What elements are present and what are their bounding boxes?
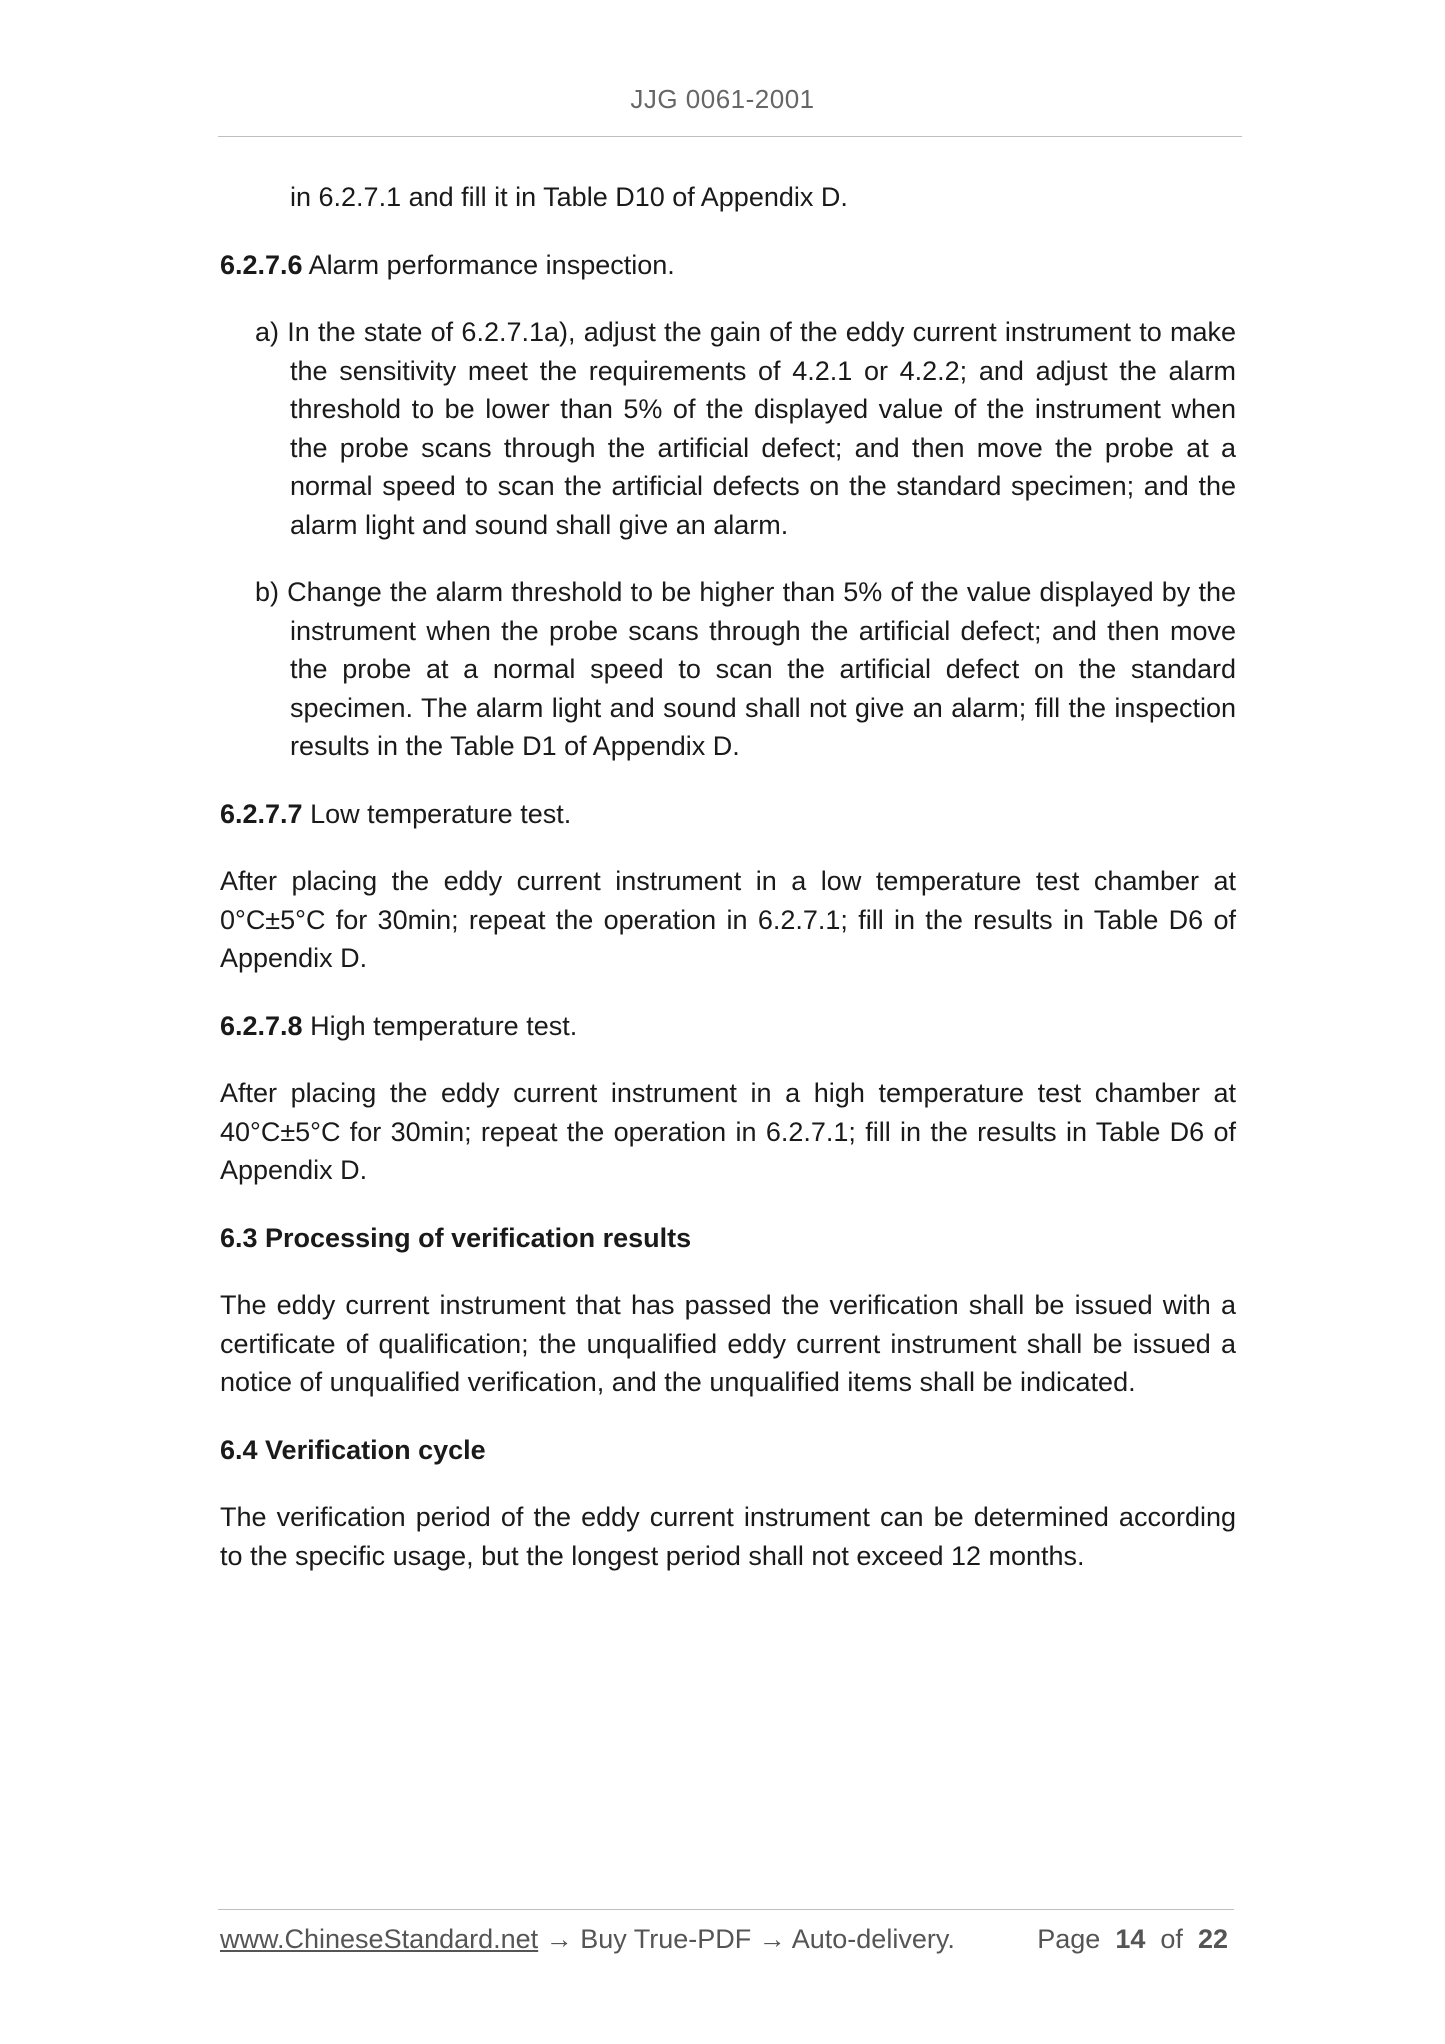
- page-footer: [220, 1924, 1236, 1964]
- header-divider: [218, 136, 1242, 137]
- clause-number: 6.2.7.7: [220, 798, 303, 829]
- clause-number: 6.2.7.8: [220, 1010, 303, 1041]
- list-item-b: b) Change the alarm threshold to be higher than 5% of the value displayed by the instrument when the probe scans through the artificial defect; and then move the probe at a normal speed to scan the artificial defect on the standard specimen. The alarm light and sound shall not give an alarm; fill the inspection results in the Table D1 of Appendix D.: [255, 577, 1236, 761]
- section-heading: 6.3 Processing of verification results: [220, 1222, 692, 1253]
- running-header: JJG 0061-2001: [630, 84, 815, 114]
- of-label: of: [1160, 1924, 1183, 1954]
- clause-number: 6.2.7.6: [220, 249, 303, 280]
- footer-promo: [220, 1924, 955, 1955]
- page-label: Page: [1037, 1924, 1101, 1954]
- continued-paragraph: in 6.2.7.1 and fill it in Table D10 of Appendix D.: [290, 182, 848, 212]
- clause-title: Low temperature test.: [310, 798, 572, 829]
- page-indicator: [1037, 1924, 1228, 1955]
- clause-6-2-7-7: [220, 795, 1236, 834]
- page-number: 14: [1115, 1924, 1146, 1954]
- section-heading: 6.4 Verification cycle: [220, 1434, 486, 1465]
- page-body: [220, 178, 1236, 1604]
- clause-title: High temperature test.: [310, 1010, 578, 1041]
- low-temperature-paragraph: After placing the eddy current instrument in a low temperature test chamber at 0°C±5°C for 30min; repeat the operation in 6.2.7.1; fill in the results in Table D6 of Appendix D.: [220, 866, 1236, 973]
- section-6-4-paragraph: The verification period of the eddy current instrument can be determined according to the specific usage, but the longest period shall not exceed 12 months.: [220, 1502, 1236, 1571]
- clause-6-2-7-8: [220, 1007, 1236, 1046]
- section-6-3-paragraph: The eddy current instrument that has passed the verification shall be issued with a certificate of qualification; the unqualified eddy current instrument shall be issued a notice of unqualified verification, and the unqualified items shall be indicated.: [220, 1290, 1236, 1397]
- high-temperature-paragraph: After placing the eddy current instrument in a high temperature test chamber at 40°C±5°C for 30min; repeat the operation in 6.2.7.1; fill in the results in Table D6 of Appendix D.: [220, 1078, 1236, 1185]
- footer-divider: [218, 1909, 1234, 1910]
- page-total: 22: [1197, 1924, 1228, 1954]
- footer-tagline: → Buy True-PDF → Auto-delivery.: [545, 1924, 955, 1954]
- section-6-3-heading: [220, 1219, 1236, 1258]
- section-6-4-heading: [220, 1431, 1236, 1470]
- website-link[interactable]: www.ChineseStandard.net: [220, 1924, 539, 1954]
- clause-6-2-7-6: [220, 246, 1236, 285]
- list-item-a: a) In the state of 6.2.7.1a), adjust the gain of the eddy current instrument to make the sensitivity meet the requirements of 4.2.1 or 4.2.2; and adjust the alarm threshold to be lower than 5% of the displayed value of the instrument when the probe scans through the artificial defect; and then move the probe at a normal speed to scan the artificial defects on the standard specimen; and the alarm light and sound shall give an alarm.: [255, 317, 1236, 540]
- clause-title: Alarm performance inspection.: [308, 249, 675, 280]
